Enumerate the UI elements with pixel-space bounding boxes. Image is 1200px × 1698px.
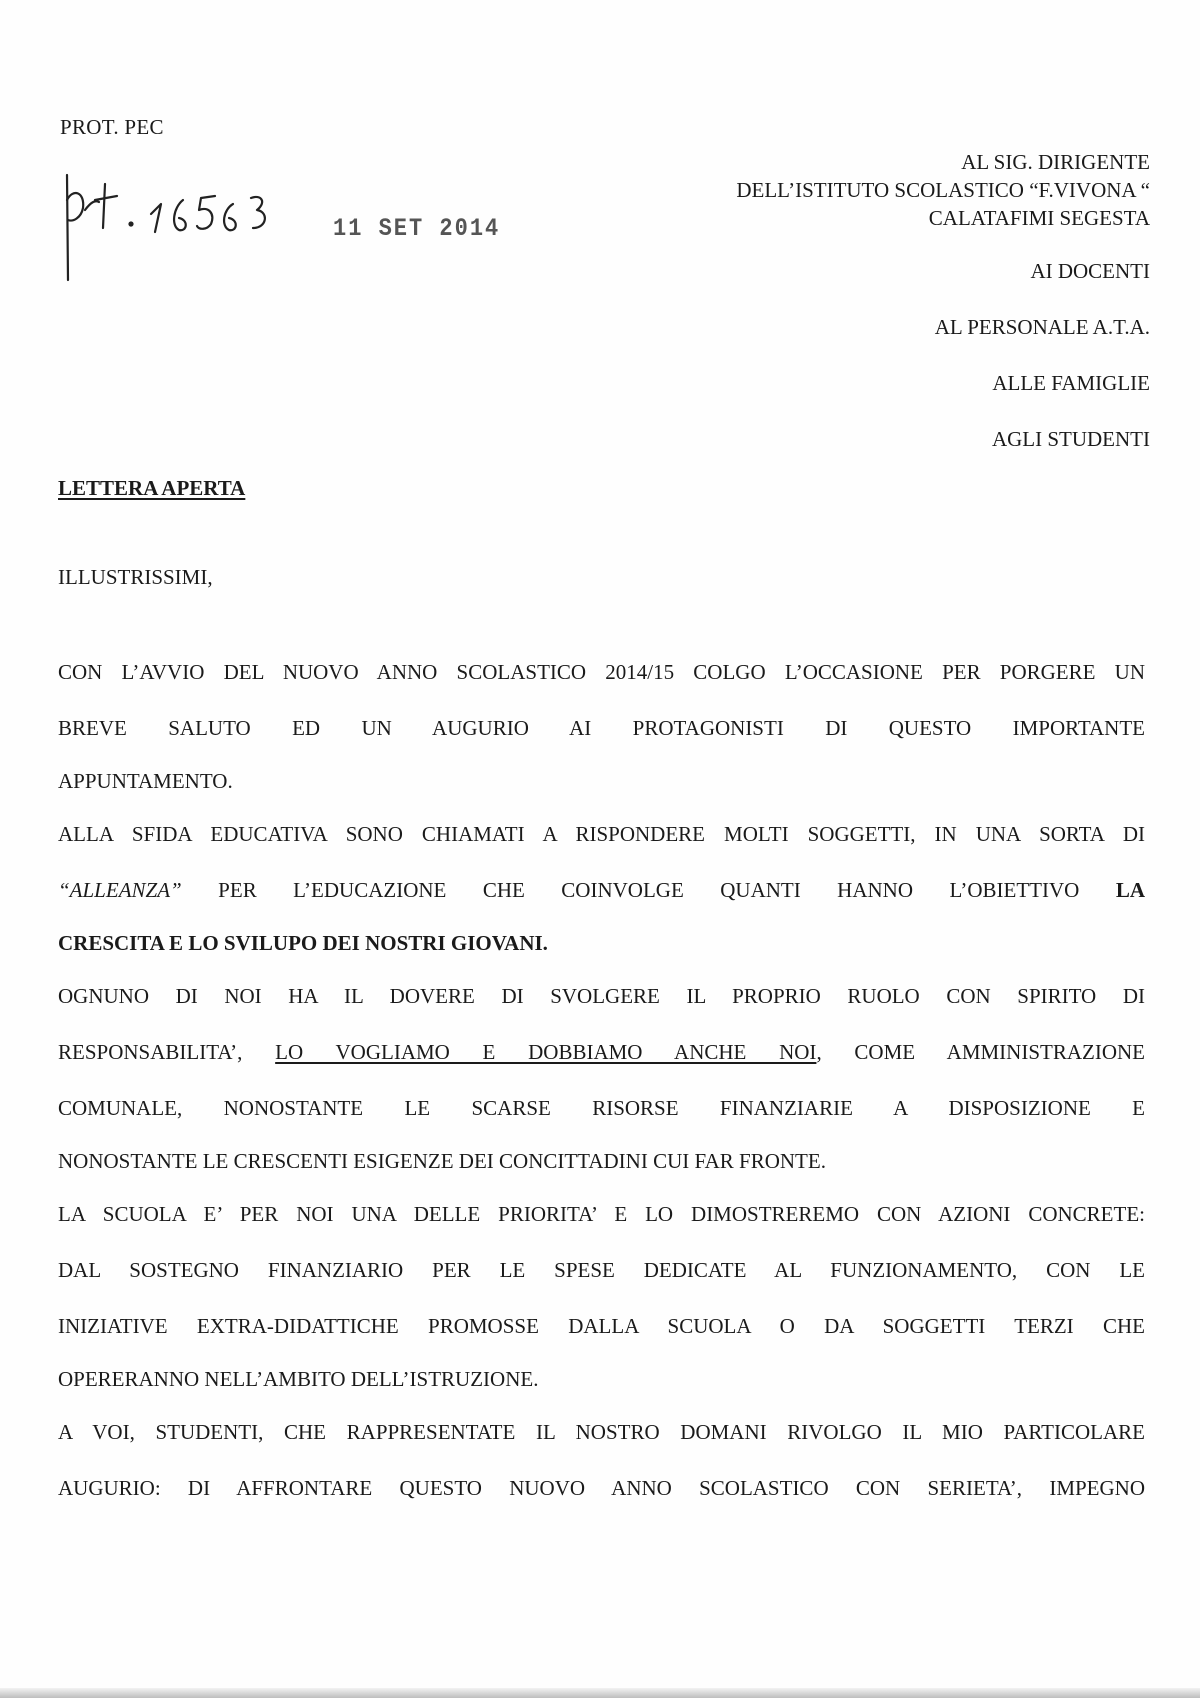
text-line: AUGURIO: DI AFFRONTARE QUESTO NUOVO ANNO SCOLASTICO CON SERIETA’, IMPEGNO [58, 1476, 1145, 1500]
recipient-line: AL PERSONALE A.T.A. [934, 315, 1150, 339]
letter-salutation: ILLUSTRISSIMI, [58, 565, 213, 589]
text-fragment: , COME AMMINISTRAZIONE [816, 1040, 1145, 1064]
text-fragment: RESPONSABILITA’, [58, 1040, 276, 1064]
text-line: COMUNALE, NONOSTANTE LE SCARSE RISORSE FINANZIARIE A DISPOSIZIONE E [58, 1096, 1145, 1120]
text-line: BREVE SALUTO ED UN AUGURIO AI PROTAGONISTI DI QUESTO IMPORTANTE [58, 716, 1145, 740]
alleanza-term: “ALLEANZA” [58, 878, 182, 902]
underlined-phrase: LO VOGLIAMO E DOBBIAMO ANCHE NOI [275, 1040, 817, 1064]
paragraph-2 [58, 806, 1145, 968]
text-line [58, 1024, 1145, 1080]
scan-bottom-edge [0, 1688, 1200, 1698]
letter-body [58, 644, 1145, 1516]
text-fragment: PER L’EDUCAZIONE CHE COINVOLGE QUANTI HANNO L’OBIETTIVO [181, 878, 1116, 902]
text-line: LA SCUOLA E’ PER NOI UNA DELLE PRIORITA’ E LO DIMOSTREREMO CON AZIONI CONCRETE: [58, 1202, 1145, 1226]
recipient-line: AL SIG. DIRIGENTE [961, 150, 1150, 174]
recipient-line: DELL’ISTITUTO SCOLASTICO “F.VIVONA “ [736, 178, 1150, 202]
recipient-line: CALATAFIMI SEGESTA [928, 206, 1150, 230]
paragraph-3 [58, 968, 1145, 1186]
recipient-line: AI DOCENTI [1030, 259, 1150, 283]
recipients-block [550, 148, 1150, 453]
text-line: CON L’AVVIO DEL NUOVO ANNO SCOLASTICO 2014/15 COLGO L’OCCASIONE PER PORGERE UN [58, 660, 1145, 684]
paragraph-5 [58, 1404, 1145, 1516]
recipient-line: ALLE FAMIGLIE [992, 371, 1150, 395]
text-line: A VOI, STUDENTI, CHE RAPPRESENTATE IL NOSTRO DOMANI RIVOLGO IL MIO PARTICOLARE [58, 1420, 1145, 1444]
paragraph-4 [58, 1186, 1145, 1404]
text-line: NONOSTANTE LE CRESCENTI ESIGENZE DEI CONCITTADINI CUI FAR FRONTE. [58, 1149, 826, 1173]
text-line: INIZIATIVE EXTRA-DIDATTICHE PROMOSSE DALLA SCUOLA O DA SOGGETTI TERZI CHE [58, 1314, 1145, 1338]
paragraph-1 [58, 644, 1145, 806]
handwritten-protocol-number [55, 170, 285, 290]
text-line: DAL SOSTEGNO FINANZIARIO PER LE SPESE DEDICATE AL FUNZIONAMENTO, CON LE [58, 1258, 1145, 1282]
text-line: OPERERANNO NELL’AMBITO DELL’ISTRUZIONE. [58, 1367, 539, 1391]
text-line-bold: CRESCITA E LO SVILUPO DEI NOSTRI GIOVANI. [58, 931, 548, 955]
text-line: APPUNTAMENTO. [58, 769, 233, 793]
text-fragment-bold: LA [1115, 878, 1145, 902]
received-date-stamp: 11 SET 2014 [333, 214, 501, 243]
text-line [58, 862, 1145, 918]
prot-pec-label: PROT. PEC [60, 115, 164, 139]
text-line: OGNUNO DI NOI HA IL DOVERE DI SVOLGERE IL PROPRIO RUOLO CON SPIRITO DI [58, 984, 1145, 1008]
text-line: ALLA SFIDA EDUCATIVA SONO CHIAMATI A RISPONDERE MOLTI SOGGETTI, IN UNA SORTA DI [58, 822, 1145, 846]
recipient-line: AGLI STUDENTI [991, 427, 1150, 451]
letter-title: LETTERA APERTA [58, 476, 246, 500]
